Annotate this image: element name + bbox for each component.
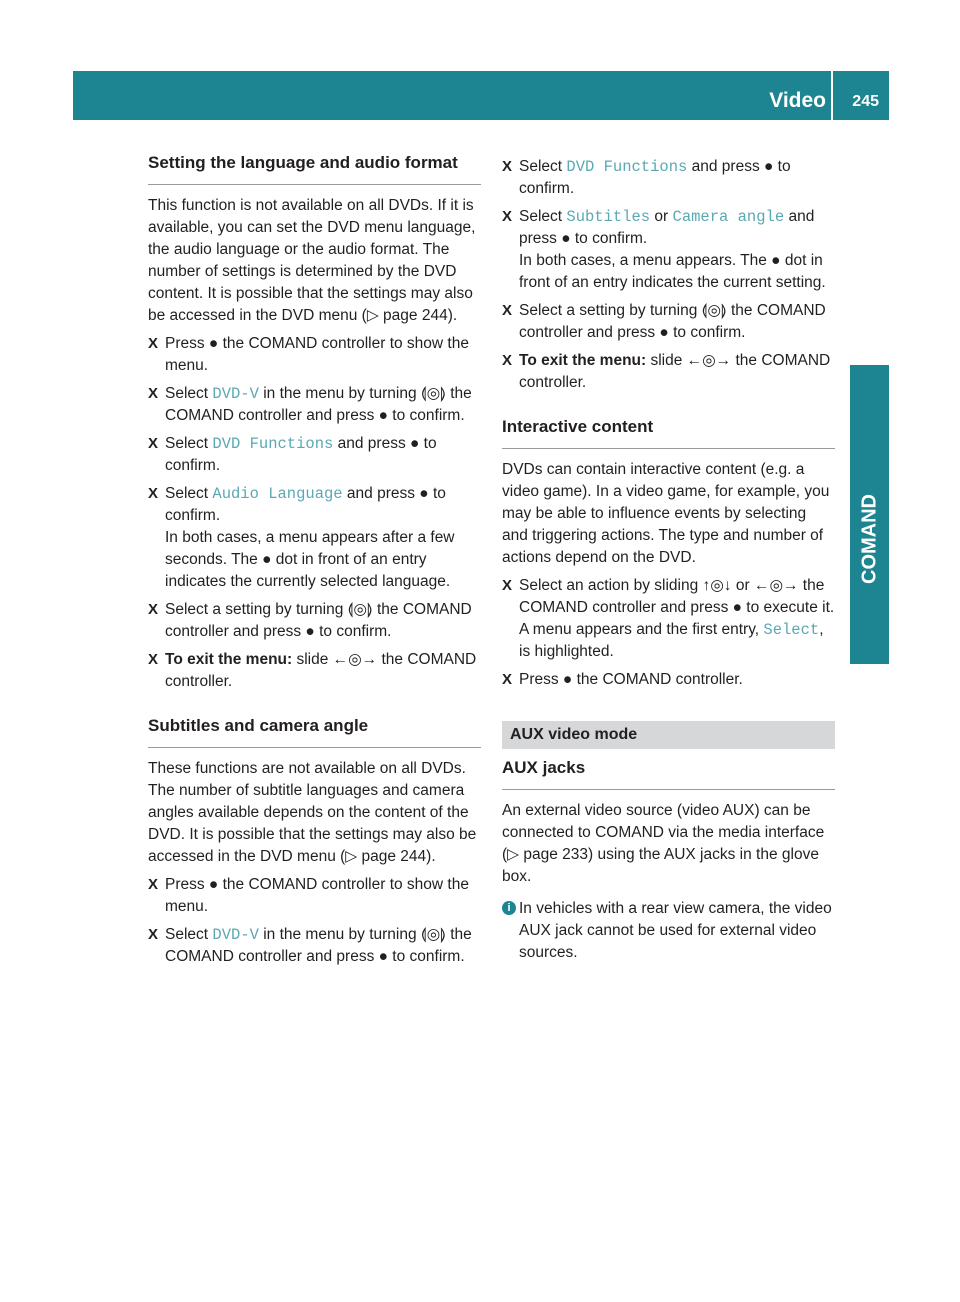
step-text: slide ←◎→ the COMAND controller. [165,651,477,690]
step-text: Select [165,435,213,452]
step-label: To exit the menu: [165,651,293,668]
step-marker: X [148,876,159,893]
menu-code: Camera angle [672,208,785,226]
menu-code: DVD Functions [566,158,688,176]
intro-paragraph: These functions are not available on all DVDs. The number of subtitle languages and camera angles available depends on the content of the DVD. It is possible that the settings may also be accessed in the DVD menu (▷ page 244). [148,760,477,865]
info-text: In vehicles with a rear view camera, the video AUX jack cannot be used for external video sources. [519,900,832,961]
step [148,433,481,477]
step [148,483,481,593]
heading-aux: AUX jacks [502,755,835,790]
step-marker: X [502,352,513,369]
step-text: in the menu by turning ⟬◎⟭ the COMAND controller and press ● to confirm. [165,385,472,424]
step-marker: X [502,577,513,594]
step [502,575,835,663]
step-marker: X [502,302,513,319]
step-marker: X [148,926,159,943]
intro-paragraph: An external video source (video AUX) can be connected to COMAND via the media interface (▷ page 233) using the AUX jacks in the glove box. [502,802,825,885]
step [502,669,835,691]
step-text: Press ● the COMAND controller to show the menu. [165,876,469,915]
section-title: Video [769,89,826,112]
step-note: A menu appears and the first entry, [519,621,764,638]
step [148,599,481,643]
step [148,649,481,693]
step-text: and press ● to confirm. [165,485,446,524]
step-marker: X [148,435,159,452]
step-marker: X [502,208,513,225]
right-column [502,150,835,964]
step-note: In both cases, a menu appears after a few seconds. The ● dot in front of an entry indicates the currently selected language. [165,529,455,590]
menu-code: DVD Functions [212,435,334,453]
step-text: Select a setting by turning ⟬◎⟭ the COMAND controller and press ● to confirm. [165,601,472,640]
left-column [148,150,481,974]
header-bar [73,71,889,120]
step-text: Select an action by sliding ↑◎↓ or ←◎→ the COMAND controller and press ● to execute it. [519,577,835,616]
step-text: Select a setting by turning ⟬◎⟭ the COMAND controller and press ● to confirm. [519,302,826,341]
section-banner: AUX video mode [502,721,835,749]
intro-paragraph: DVDs can contain interactive content (e.g. a video game). In a video game, for example, you may be able to influence events by selecting and triggering actions. The type and number of actions depend on the DVD. [502,461,830,566]
step-text: or [650,208,673,225]
step [148,333,481,377]
step [502,300,835,344]
step-text: Select [165,926,213,943]
menu-code: DVD-V [212,926,259,944]
step-text: slide ←◎→ the COMAND controller. [519,352,831,391]
header-divider [831,71,833,120]
side-tab [850,414,889,664]
step-text: and press ● to confirm. [165,435,437,474]
step-text: Select [165,485,213,502]
heading-language: Setting the language and audio format [148,150,481,185]
info-note [502,898,835,964]
heading-interactive: Interactive content [502,414,835,449]
menu-code: Subtitles [566,208,651,226]
step-text: and press ● to confirm. [519,158,791,197]
step [502,350,835,394]
step-marker: X [502,671,513,688]
step-text: and press ● to confirm. [519,208,815,247]
menu-code: Select [763,621,820,639]
info-icon: i [502,901,516,915]
step [502,206,835,294]
step [148,383,481,427]
step-marker: X [502,158,513,175]
side-tab-marker [850,365,889,414]
step-text: Select [519,158,567,175]
step-text: in the menu by turning ⟬◎⟭ the COMAND controller and press ● to confirm. [165,926,472,965]
step-label: To exit the menu: [519,352,647,369]
step-marker: X [148,335,159,352]
menu-code: Audio Language [212,485,343,503]
step [502,156,835,200]
step [148,874,481,918]
heading-subtitles: Subtitles and camera angle [148,713,481,748]
step-text: Press ● the COMAND controller. [519,671,743,688]
step-marker: X [148,385,159,402]
step-note: , is highlighted. [519,621,824,660]
side-tab-label: COMAND [858,494,880,584]
intro-paragraph: This function is not available on all DVDs. If it is available, you can set the DVD menu language, the audio language or the audio format. The number of settings is determined by the DVD content. It is possible that the settings may also be accessed in the DVD menu (▷ page 244). [148,197,476,324]
step-marker: X [148,601,159,618]
menu-code: DVD-V [212,385,259,403]
page-number: 245 [852,93,879,110]
step-text: Select [165,385,213,402]
step-text: Select [519,208,567,225]
step-note: In both cases, a menu appears. The ● dot in front of an entry indicates the current setting. [519,252,826,291]
step [148,924,481,968]
step-text: Press ● the COMAND controller to show the menu. [165,335,469,374]
step-marker: X [148,651,159,668]
step-marker: X [148,485,159,502]
